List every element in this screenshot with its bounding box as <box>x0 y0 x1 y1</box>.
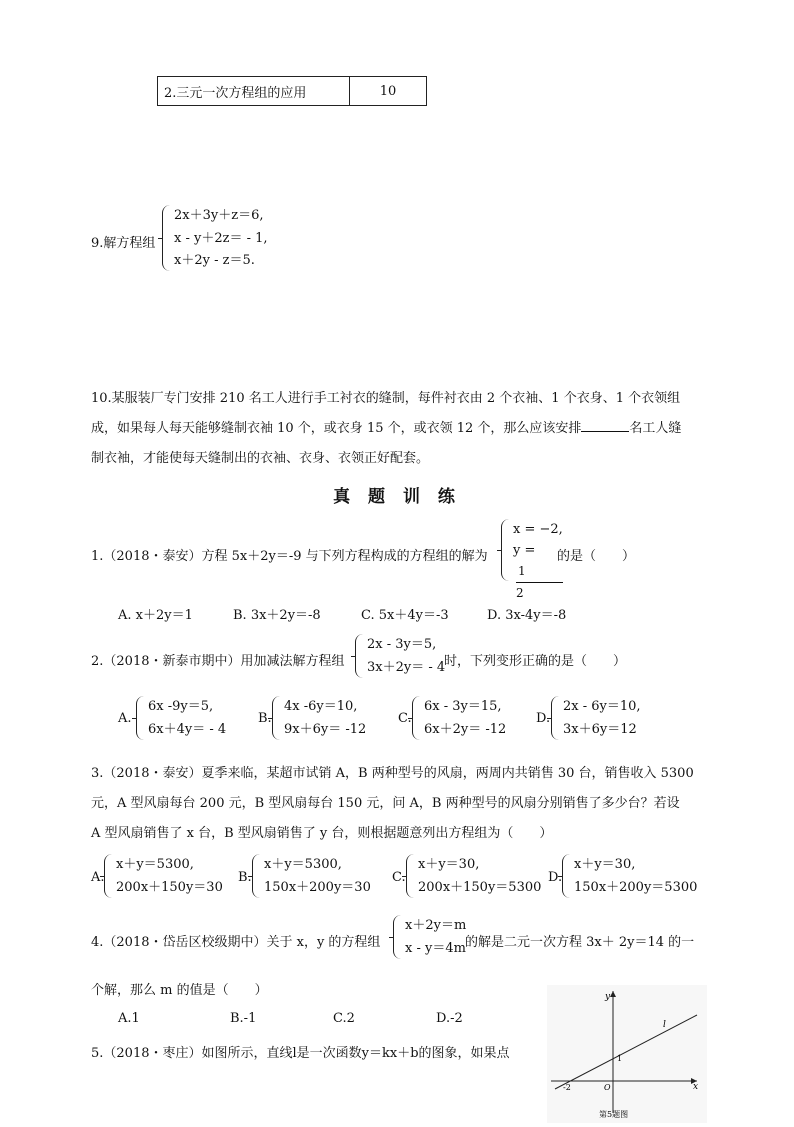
p1-x-value: x = −2, <box>513 522 563 537</box>
y-axis-label: y <box>605 992 611 1002</box>
p3-option-b[interactable] <box>252 854 371 898</box>
eq: x＋y＝30, <box>574 857 636 872</box>
p2-option-a-label[interactable]: A. <box>118 711 132 726</box>
p3-line-2: 元，A 型风扇每台 200 元，B 型风扇每台 150 元，问 A，B 两种型号的风扇分别销售了多少台？若设 <box>91 796 680 811</box>
brace-icon <box>412 696 421 740</box>
eq: 3x＋6y＝12 <box>563 722 637 737</box>
eq: x＋y＝5300, <box>116 857 194 872</box>
section-title: 真 题 训 练 <box>333 487 461 507</box>
p3-option-a[interactable] <box>104 854 223 898</box>
origin-label: O <box>604 1083 611 1092</box>
y-axis-arrow-icon <box>610 991 616 997</box>
p2-prefix: 2.（2018・新泰市期中）用加减法解方程组 <box>91 654 345 669</box>
p4-prefix: 4.（2018・岱岳区校级期中）关于 x，y 的方程组 <box>91 935 381 950</box>
p1-option-a[interactable]: A. x＋2y＝1 <box>118 608 193 623</box>
q9-system <box>162 205 268 271</box>
p3-option-d[interactable] <box>562 854 697 898</box>
p3-option-d-label[interactable]: D. <box>548 870 563 885</box>
p4-option-a[interactable]: A.1 <box>118 1011 140 1026</box>
p1-option-b[interactable]: B. 3x＋2y＝-8 <box>233 608 321 623</box>
p2-option-b-label[interactable]: B. <box>258 711 272 726</box>
p4-option-b[interactable]: B.-1 <box>230 1011 257 1026</box>
p1-y-value <box>513 540 563 604</box>
eq: 150x＋200y＝30 <box>264 880 371 895</box>
eq: 200x＋150y＝5300 <box>418 880 542 895</box>
brace-icon <box>562 854 571 898</box>
p4-line-2: 个解，那么 m 的值是（ ） <box>91 983 268 998</box>
p3-option-c-label[interactable]: C. <box>392 870 406 885</box>
p2-option-a[interactable] <box>136 696 226 740</box>
q9-label: 9.解方程组 <box>91 236 156 251</box>
fraction <box>516 561 563 604</box>
brace-icon <box>272 696 281 740</box>
line-l <box>555 1015 697 1089</box>
eq: 6x - 3y＝15, <box>424 699 502 714</box>
q10-line-2a: 成，如果每人每天能够缝制衣袖 10 个，或衣身 15 个，或衣领 12 个，那么应该安排 <box>91 421 582 436</box>
p1-prefix: 1.（2018・泰安）方程 5x＋2y＝-9 与下列方程构成的方程组的解为 <box>91 549 488 564</box>
q10-line-2b: 名工人缝 <box>629 421 682 436</box>
p1-solution <box>501 519 563 600</box>
p3-option-b-label[interactable]: B. <box>238 870 252 885</box>
eq: 150x＋200y＝5300 <box>574 880 698 895</box>
brace-icon <box>252 854 261 898</box>
p5-text: 5.（2018・枣庄）如图所示，直线l是一次函数y＝kx＋b的图象，如果点 <box>91 1046 510 1061</box>
p4-option-d[interactable]: D.-2 <box>436 1011 463 1026</box>
p2-suffix: 时，下列变形正确的是（ ） <box>444 654 627 669</box>
score-table <box>157 76 427 106</box>
q9-eq-2: x - y＋2z＝ - 1, <box>174 230 268 246</box>
eq: x＋y＝30, <box>418 857 480 872</box>
p2-eq-1: 2x - 3y＝5, <box>367 637 437 652</box>
fraction-denominator: 2 <box>516 586 524 600</box>
x-axis-label: x <box>693 1082 699 1092</box>
p3-line-3: A 型风扇销售了 x 台，B 型风扇销售了 y 台，则根据题意列出方程组为（ ） <box>91 826 553 841</box>
q9-eq-1: 2x＋3y＋z＝6, <box>174 208 264 223</box>
brace-icon <box>406 854 415 898</box>
p4-option-c[interactable]: C.2 <box>333 1011 355 1026</box>
eq: 6x -9y＝5, <box>148 699 214 714</box>
p2-option-c[interactable] <box>412 696 506 740</box>
p2-option-b[interactable] <box>272 696 366 740</box>
fraction-numerator: 1 <box>516 561 563 583</box>
p4-system <box>393 915 466 959</box>
p3-option-c[interactable] <box>406 854 541 898</box>
eq: x＋y＝5300, <box>264 857 342 872</box>
graph-svg <box>547 985 707 1123</box>
p4-eq-2: x - y＝4m <box>405 941 466 956</box>
p3-option-a-label[interactable]: A. <box>91 870 105 885</box>
p2-system <box>355 634 445 678</box>
function-graph-figure <box>547 985 707 1123</box>
eq: 200x＋150y＝30 <box>116 880 223 895</box>
q10-line-2 <box>91 417 681 436</box>
p1-option-d[interactable]: D. 3x-4y＝-8 <box>487 608 567 623</box>
table-item-cell: 2.三元一次方程组的应用 <box>158 77 350 105</box>
p1-suffix: 的是（ ） <box>557 549 636 564</box>
eq: 6x＋2y＝ -12 <box>424 722 507 737</box>
p1-option-c[interactable]: C. 5x＋4y＝-3 <box>361 608 449 623</box>
q10-line-1: 10.某服装厂专门安排 210 名工人进行手工衬衣的缝制，每件衬衣由 2 个衣袖、1 个衣身、1 个衣领组 <box>91 391 681 406</box>
p1-y-lhs: y = <box>513 543 536 558</box>
p2-eq-2: 3x＋2y＝ - 4 <box>367 660 446 675</box>
brace-icon <box>355 634 364 678</box>
table-score-cell: 10 <box>379 83 397 99</box>
brace-icon <box>501 519 510 581</box>
p4-suffix: 的解是二元一次方程 3x＋ 2y＝14 的一 <box>465 935 695 950</box>
p3-line-1: 3.（2018・泰安）夏季来临，某超市试销 A，B 两种型号的风扇，两周内共销售 30 台，销售收入 5300 <box>91 766 694 781</box>
brace-icon <box>162 205 171 271</box>
eq: 6x＋4y＝ - 4 <box>148 722 227 737</box>
brace-icon <box>104 854 113 898</box>
q9-eq-3: x＋2y - z＝5. <box>174 253 255 268</box>
p2-option-d-label[interactable]: D. <box>536 711 551 726</box>
tick-label-neg2: -2 <box>563 1083 571 1092</box>
brace-icon <box>136 696 145 740</box>
eq: 2x - 6y＝10, <box>563 699 641 714</box>
p2-option-d[interactable] <box>551 696 641 740</box>
p4-eq-1: x＋2y＝m <box>405 918 467 933</box>
eq: 4x -6y＝10, <box>284 699 358 714</box>
figure-caption: 第5题图 <box>599 1110 629 1119</box>
answer-blank[interactable] <box>581 419 629 432</box>
q10-line-3: 制衣袖，才能使每天缝制出的衣袖、衣身、衣领正好配套。 <box>91 451 430 466</box>
brace-icon <box>393 915 402 959</box>
p2-option-c-label[interactable]: C. <box>398 711 412 726</box>
brace-icon <box>551 696 560 740</box>
line-label: l <box>663 1020 666 1030</box>
tick-label-1: 1 <box>617 1054 623 1063</box>
eq: 9x＋6y＝ -12 <box>284 722 367 737</box>
